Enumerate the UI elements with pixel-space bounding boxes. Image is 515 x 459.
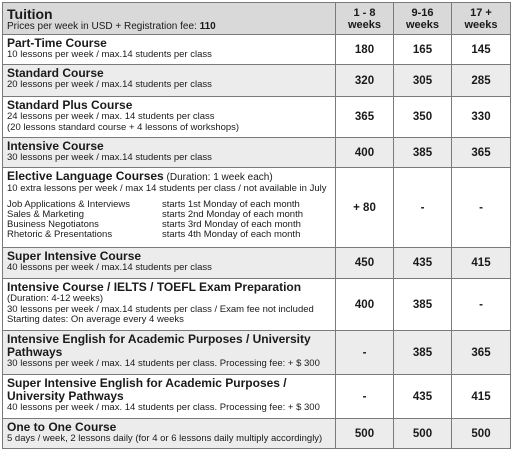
price-17-plus: -	[452, 168, 511, 248]
header-title-cell	[3, 3, 336, 35]
price-9-16: -	[394, 168, 452, 248]
course-name: Super Intensive Course	[7, 249, 142, 263]
price-17-plus: 415	[452, 248, 511, 279]
course-desc: (20 lessons standard course + 4 lessons of workshops)	[7, 121, 240, 133]
table-subtitle	[7, 21, 331, 32]
schedule-start: starts 4th Monday of each month	[162, 228, 301, 240]
schedule-topic: Sales & Marketing	[7, 208, 85, 220]
course-name	[7, 168, 331, 184]
price-1-8: 365	[336, 97, 394, 138]
tuition-table-container	[2, 2, 510, 449]
price-1-8: 500	[336, 419, 394, 449]
schedule-topic: Rhetoric & Presentations	[7, 228, 113, 240]
header-17-plus-weeks	[452, 3, 511, 35]
header-row	[3, 3, 511, 35]
course-row-eap	[3, 331, 511, 375]
price-1-8: 400	[336, 279, 394, 331]
subtitle-text: Prices per week in USD + Registration fee:	[7, 21, 200, 32]
course-row-exam-prep	[3, 279, 511, 331]
schedule-row	[7, 230, 331, 240]
price-9-16: 165	[394, 35, 452, 65]
course-name: One to One Course	[7, 420, 117, 434]
price-9-16: 385	[394, 279, 452, 331]
course-desc: 40 lessons per week / max. 14 students per class. Processing fee: + $ 300	[7, 402, 320, 413]
course-name: Intensive Course	[7, 139, 104, 153]
header-1-8-weeks	[336, 3, 394, 35]
course-row-intensive	[3, 138, 511, 168]
course-desc: 30 lessons per week / max. 14 students per class. Processing fee: + $ 300	[7, 358, 320, 369]
course-row-super-intensive	[3, 248, 511, 279]
course-desc: 30 lessons per week / max.14 students per class / Exam fee not included	[7, 303, 314, 315]
header-9-16-line2: weeks	[405, 19, 440, 31]
price-9-16: 385	[394, 138, 452, 168]
course-cell	[3, 248, 336, 279]
course-name: Intensive Course / IELTS / TOEFL Exam Preparation	[7, 280, 302, 294]
course-row-standard-plus	[3, 97, 511, 138]
course-cell	[3, 35, 336, 65]
course-desc: Starting dates: On average every 4 weeks	[7, 314, 184, 325]
course-cell	[3, 375, 336, 419]
price-1-8: 400	[336, 138, 394, 168]
price-17-plus: 365	[452, 138, 511, 168]
course-desc: 30 lessons per week / max.14 students per class	[7, 152, 212, 163]
schedule-start: starts 3rd Monday of each month	[162, 218, 301, 230]
header-1-8-line2: weeks	[347, 19, 382, 31]
registration-fee: 110	[199, 21, 216, 32]
tuition-table	[2, 2, 511, 449]
course-desc: 40 lessons per week / max.14 students per class	[7, 262, 212, 273]
course-name: Intensive English for Academic Purposes / University Pathways	[7, 332, 311, 359]
schedule-row	[7, 200, 331, 210]
course-row-one-to-one	[3, 419, 511, 449]
price-9-16: 385	[394, 331, 452, 375]
course-cell	[3, 331, 336, 375]
schedule-start: starts 2nd Monday of each month	[162, 208, 303, 220]
header-9-16-weeks	[394, 3, 452, 35]
price-17-plus: 500	[452, 419, 511, 449]
price-17-plus: 330	[452, 97, 511, 138]
price-1-8: + 80	[336, 168, 394, 248]
schedule-topic: Business Negotiatons	[7, 218, 99, 230]
course-cell	[3, 138, 336, 168]
price-9-16: 500	[394, 419, 452, 449]
course-desc: 20 lessons per week / max.14 students per class	[7, 79, 212, 90]
course-cell	[3, 97, 336, 138]
header-17-line1: 17 +	[470, 7, 492, 19]
course-cell	[3, 168, 336, 248]
course-name: Part-Time Course	[7, 36, 107, 50]
course-desc: 10 extra lessons per week / max 14 students per class / not available in July	[7, 183, 327, 194]
price-17-plus: 365	[452, 331, 511, 375]
course-name: Standard Course	[7, 66, 104, 80]
course-name: Standard Plus Course	[7, 98, 133, 112]
price-9-16: 435	[394, 375, 452, 419]
price-17-plus: -	[452, 279, 511, 331]
price-17-plus: 415	[452, 375, 511, 419]
course-desc: 10 lessons per week / max.14 students per class	[7, 49, 212, 60]
course-cell	[3, 65, 336, 97]
price-17-plus: 145	[452, 35, 511, 65]
course-row-part-time	[3, 35, 511, 65]
course-desc: 5 days / week, 2 lessons daily (for 4 or 6 lessons daily multiply accordingly)	[7, 433, 323, 444]
price-1-8: 450	[336, 248, 394, 279]
schedule-start: starts 1st Monday of each month	[162, 198, 300, 210]
course-row-standard	[3, 65, 511, 97]
price-1-8: 320	[336, 65, 394, 97]
course-desc: (Duration: 4-12 weeks)	[7, 293, 104, 304]
price-9-16: 435	[394, 248, 452, 279]
course-row-super-eap	[3, 375, 511, 419]
course-name-main: Elective Language Courses	[7, 169, 164, 183]
course-name: Super Intensive English for Academic Purposes / University Pathways	[7, 376, 287, 403]
table-title: Tuition	[7, 6, 53, 22]
course-desc: 24 lessons per week / max. 14 students per class	[7, 111, 215, 122]
header-17-line2: weeks	[464, 19, 498, 31]
price-17-plus: 285	[452, 65, 511, 97]
course-cell	[3, 419, 336, 449]
schedule-row	[7, 220, 331, 230]
price-9-16: 350	[394, 97, 452, 138]
header-1-8-line1: 1 - 8	[353, 7, 376, 19]
price-1-8: -	[336, 331, 394, 375]
course-duration: (Duration: 1 week each)	[163, 172, 273, 183]
header-9-16-line1: 9-16	[411, 7, 434, 19]
price-1-8: -	[336, 375, 394, 419]
schedule-row	[7, 210, 331, 220]
price-1-8: 180	[336, 35, 394, 65]
price-9-16: 305	[394, 65, 452, 97]
course-cell	[3, 279, 336, 331]
schedule-topic: Job Applications & Interviews	[7, 198, 131, 210]
course-row-elective	[3, 168, 511, 248]
